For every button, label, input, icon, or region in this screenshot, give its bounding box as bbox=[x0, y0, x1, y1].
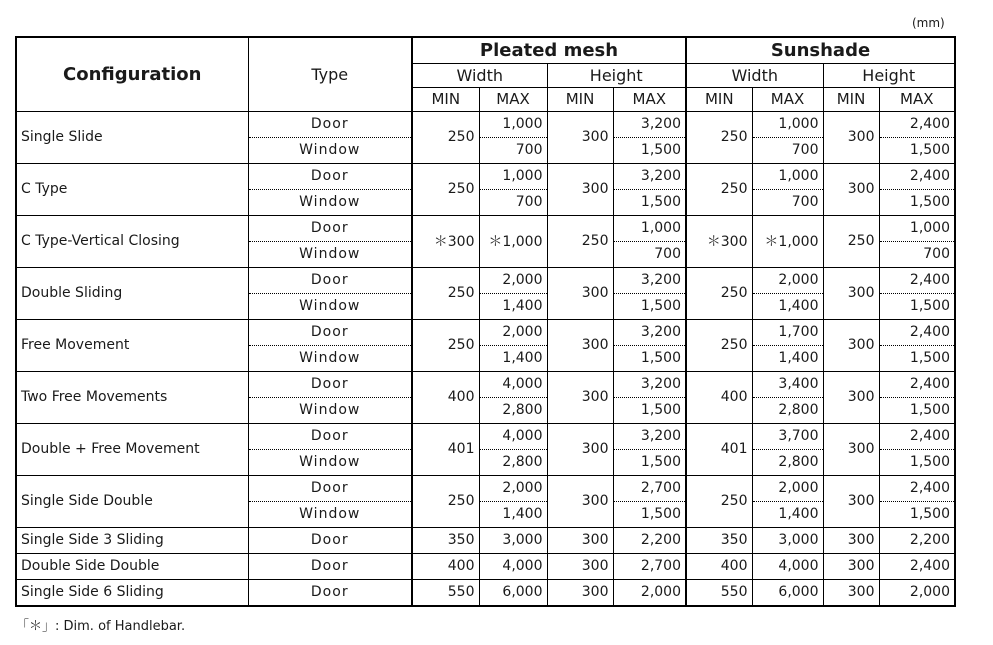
type-label: Window bbox=[248, 345, 412, 371]
ss-width-max: 3,000 bbox=[752, 527, 823, 553]
pm-height-min: 300 bbox=[547, 475, 613, 527]
pm-width-min: 400 bbox=[412, 371, 479, 423]
ss-height-max: 1,500 bbox=[879, 501, 955, 527]
config-name: Double Side Double bbox=[16, 553, 248, 579]
header-min: MIN bbox=[547, 87, 613, 111]
type-label: Window bbox=[248, 449, 412, 475]
pm-width-max: 2,000 bbox=[479, 475, 547, 501]
type-label: Door bbox=[248, 371, 412, 397]
ss-height-min: 300 bbox=[823, 527, 879, 553]
header-pm-width: Width bbox=[412, 63, 547, 87]
header-max: MAX bbox=[752, 87, 823, 111]
pm-height-max: 1,500 bbox=[613, 189, 686, 215]
ss-height-max: 1,500 bbox=[879, 293, 955, 319]
type-label: Door bbox=[248, 163, 412, 189]
ss-width-max: 3,400 bbox=[752, 371, 823, 397]
ss-height-max: 1,500 bbox=[879, 137, 955, 163]
ss-height-max: 2,400 bbox=[879, 267, 955, 293]
header-type: Type bbox=[248, 37, 412, 111]
ss-height-max: 2,400 bbox=[879, 553, 955, 579]
ss-width-max: 4,000 bbox=[752, 553, 823, 579]
pm-width-min: 250 bbox=[412, 475, 479, 527]
pm-height-max: 3,200 bbox=[613, 423, 686, 449]
pm-width-min: ＊300 bbox=[412, 215, 479, 267]
config-name: Double Sliding bbox=[16, 267, 248, 319]
pm-height-min: 300 bbox=[547, 319, 613, 371]
pm-width-max: 4,000 bbox=[479, 423, 547, 449]
ss-width-min: 250 bbox=[686, 475, 752, 527]
pm-height-min: 300 bbox=[547, 527, 613, 553]
type-label: Window bbox=[248, 293, 412, 319]
ss-width-min: 250 bbox=[686, 319, 752, 371]
ss-width-min: 250 bbox=[686, 111, 752, 163]
size-spec-table bbox=[15, 36, 956, 607]
config-name: Single Side 3 Sliding bbox=[16, 527, 248, 553]
pm-width-min: 250 bbox=[412, 163, 479, 215]
ss-width-max: 1,400 bbox=[752, 345, 823, 371]
pm-width-max: 2,000 bbox=[479, 267, 547, 293]
config-name: Free Movement bbox=[16, 319, 248, 371]
ss-width-min: ＊300 bbox=[686, 215, 752, 267]
pm-height-max: 700 bbox=[613, 241, 686, 267]
ss-width-max: 700 bbox=[752, 137, 823, 163]
ss-width-max: 1,000 bbox=[752, 163, 823, 189]
pm-width-min: 550 bbox=[412, 579, 479, 606]
ss-height-min: 300 bbox=[823, 579, 879, 606]
table-row bbox=[16, 215, 955, 241]
ss-height-min: 300 bbox=[823, 475, 879, 527]
ss-width-min: 400 bbox=[686, 371, 752, 423]
header-ss-height: Height bbox=[823, 63, 955, 87]
ss-height-max: 2,400 bbox=[879, 163, 955, 189]
pm-height-max: 1,500 bbox=[613, 137, 686, 163]
ss-height-max: 1,500 bbox=[879, 449, 955, 475]
type-label: Door bbox=[248, 423, 412, 449]
config-name: Single Side Double bbox=[16, 475, 248, 527]
type-label: Window bbox=[248, 189, 412, 215]
pm-height-max: 2,000 bbox=[613, 579, 686, 606]
table-row bbox=[16, 553, 955, 579]
table-row bbox=[16, 579, 955, 606]
config-name: Two Free Movements bbox=[16, 371, 248, 423]
table-row bbox=[16, 475, 955, 501]
ss-height-max: 2,200 bbox=[879, 527, 955, 553]
pm-width-min: 400 bbox=[412, 553, 479, 579]
pm-width-max: 4,000 bbox=[479, 553, 547, 579]
pm-width-max: 1,000 bbox=[479, 111, 547, 137]
pm-width-max: 6,000 bbox=[479, 579, 547, 606]
ss-height-min: 300 bbox=[823, 267, 879, 319]
pm-width-min: 250 bbox=[412, 111, 479, 163]
pm-width-max: 4,000 bbox=[479, 371, 547, 397]
pm-height-max: 3,200 bbox=[613, 163, 686, 189]
type-label: Door bbox=[248, 319, 412, 345]
header-max: MAX bbox=[613, 87, 686, 111]
pm-width-max: 700 bbox=[479, 137, 547, 163]
header-configuration: Configuration bbox=[16, 37, 248, 111]
ss-width-max: 6,000 bbox=[752, 579, 823, 606]
pm-height-min: 300 bbox=[547, 267, 613, 319]
header-pleated-mesh: Pleated mesh bbox=[412, 37, 686, 63]
pm-width-min: 250 bbox=[412, 267, 479, 319]
pm-height-min: 300 bbox=[547, 579, 613, 606]
ss-height-max: 2,400 bbox=[879, 111, 955, 137]
ss-height-max: 700 bbox=[879, 241, 955, 267]
type-label: Door bbox=[248, 475, 412, 501]
ss-height-max: 1,500 bbox=[879, 189, 955, 215]
config-name: Double + Free Movement bbox=[16, 423, 248, 475]
pm-height-max: 1,000 bbox=[613, 215, 686, 241]
table-row bbox=[16, 423, 955, 449]
pm-width-max: 2,800 bbox=[479, 449, 547, 475]
pm-width-max: 3,000 bbox=[479, 527, 547, 553]
header-min: MIN bbox=[823, 87, 879, 111]
type-label: Window bbox=[248, 241, 412, 267]
type-label: Door bbox=[248, 215, 412, 241]
pm-height-max: 1,500 bbox=[613, 293, 686, 319]
pm-height-max: 1,500 bbox=[613, 345, 686, 371]
ss-height-min: 300 bbox=[823, 163, 879, 215]
ss-height-max: 2,400 bbox=[879, 423, 955, 449]
ss-height-min: 300 bbox=[823, 423, 879, 475]
header-pm-height: Height bbox=[547, 63, 686, 87]
ss-height-min: 300 bbox=[823, 553, 879, 579]
header-max: MAX bbox=[879, 87, 955, 111]
ss-height-max: 2,400 bbox=[879, 475, 955, 501]
ss-width-min: 250 bbox=[686, 163, 752, 215]
pm-width-max: 700 bbox=[479, 189, 547, 215]
pm-width-max: 1,400 bbox=[479, 345, 547, 371]
pm-width-min: 350 bbox=[412, 527, 479, 553]
pm-height-min: 300 bbox=[547, 553, 613, 579]
ss-width-min: 550 bbox=[686, 579, 752, 606]
type-label: Door bbox=[248, 579, 412, 606]
ss-width-max: 3,700 bbox=[752, 423, 823, 449]
ss-width-max: 2,000 bbox=[752, 267, 823, 293]
pm-width-max: 1,400 bbox=[479, 501, 547, 527]
pm-width-max: ＊1,000 bbox=[479, 215, 547, 267]
pm-height-max: 1,500 bbox=[613, 449, 686, 475]
ss-height-max: 1,500 bbox=[879, 345, 955, 371]
pm-height-min: 300 bbox=[547, 163, 613, 215]
pm-height-max: 1,500 bbox=[613, 501, 686, 527]
config-name: C Type bbox=[16, 163, 248, 215]
type-label: Window bbox=[248, 397, 412, 423]
table-row bbox=[16, 527, 955, 553]
pm-height-min: 300 bbox=[547, 371, 613, 423]
type-label: Door bbox=[248, 553, 412, 579]
header-sunshade: Sunshade bbox=[686, 37, 955, 63]
type-label: Window bbox=[248, 137, 412, 163]
ss-height-max: 2,000 bbox=[879, 579, 955, 606]
header-ss-width: Width bbox=[686, 63, 823, 87]
pm-height-min: 300 bbox=[547, 423, 613, 475]
ss-height-max: 2,400 bbox=[879, 319, 955, 345]
pm-width-min: 401 bbox=[412, 423, 479, 475]
pm-width-max: 2,800 bbox=[479, 397, 547, 423]
config-name: Single Slide bbox=[16, 111, 248, 163]
pm-height-max: 2,700 bbox=[613, 553, 686, 579]
type-label: Door bbox=[248, 527, 412, 553]
footnote: 「＊」: Dim. of Handlebar. bbox=[16, 619, 186, 634]
ss-height-min: 300 bbox=[823, 111, 879, 163]
type-label: Door bbox=[248, 111, 412, 137]
unit-label: (mm) bbox=[912, 16, 945, 30]
table-row bbox=[16, 111, 955, 137]
pm-height-max: 2,700 bbox=[613, 475, 686, 501]
ss-height-min: 250 bbox=[823, 215, 879, 267]
header-min: MIN bbox=[686, 87, 752, 111]
pm-width-max: 2,000 bbox=[479, 319, 547, 345]
ss-height-max: 2,400 bbox=[879, 371, 955, 397]
ss-height-max: 1,000 bbox=[879, 215, 955, 241]
ss-width-max: 2,800 bbox=[752, 449, 823, 475]
pm-height-max: 3,200 bbox=[613, 267, 686, 293]
pm-height-max: 2,200 bbox=[613, 527, 686, 553]
ss-width-max: 700 bbox=[752, 189, 823, 215]
pm-height-min: 250 bbox=[547, 215, 613, 267]
ss-width-max: 2,800 bbox=[752, 397, 823, 423]
table-body bbox=[16, 111, 955, 606]
pm-height-max: 3,200 bbox=[613, 111, 686, 137]
pm-width-min: 250 bbox=[412, 319, 479, 371]
ss-width-min: 350 bbox=[686, 527, 752, 553]
ss-width-max: 1,400 bbox=[752, 501, 823, 527]
pm-height-min: 300 bbox=[547, 111, 613, 163]
ss-width-max: 1,000 bbox=[752, 111, 823, 137]
ss-width-max: 2,000 bbox=[752, 475, 823, 501]
pm-width-max: 1,400 bbox=[479, 293, 547, 319]
type-label: Door bbox=[248, 267, 412, 293]
header-min: MIN bbox=[412, 87, 479, 111]
ss-width-min: 400 bbox=[686, 553, 752, 579]
ss-height-min: 300 bbox=[823, 371, 879, 423]
pm-height-max: 1,500 bbox=[613, 397, 686, 423]
ss-width-min: 250 bbox=[686, 267, 752, 319]
config-name: Single Side 6 Sliding bbox=[16, 579, 248, 606]
table-row bbox=[16, 371, 955, 397]
header-max: MAX bbox=[479, 87, 547, 111]
ss-height-max: 1,500 bbox=[879, 397, 955, 423]
ss-height-min: 300 bbox=[823, 319, 879, 371]
ss-width-max: 1,700 bbox=[752, 319, 823, 345]
table-row bbox=[16, 163, 955, 189]
ss-width-max: 1,400 bbox=[752, 293, 823, 319]
table-row bbox=[16, 267, 955, 293]
table-row bbox=[16, 319, 955, 345]
ss-width-max: ＊1,000 bbox=[752, 215, 823, 267]
type-label: Window bbox=[248, 501, 412, 527]
pm-height-max: 3,200 bbox=[613, 319, 686, 345]
config-name: C Type-Vertical Closing bbox=[16, 215, 248, 267]
pm-height-max: 3,200 bbox=[613, 371, 686, 397]
ss-width-min: 401 bbox=[686, 423, 752, 475]
pm-width-max: 1,000 bbox=[479, 163, 547, 189]
